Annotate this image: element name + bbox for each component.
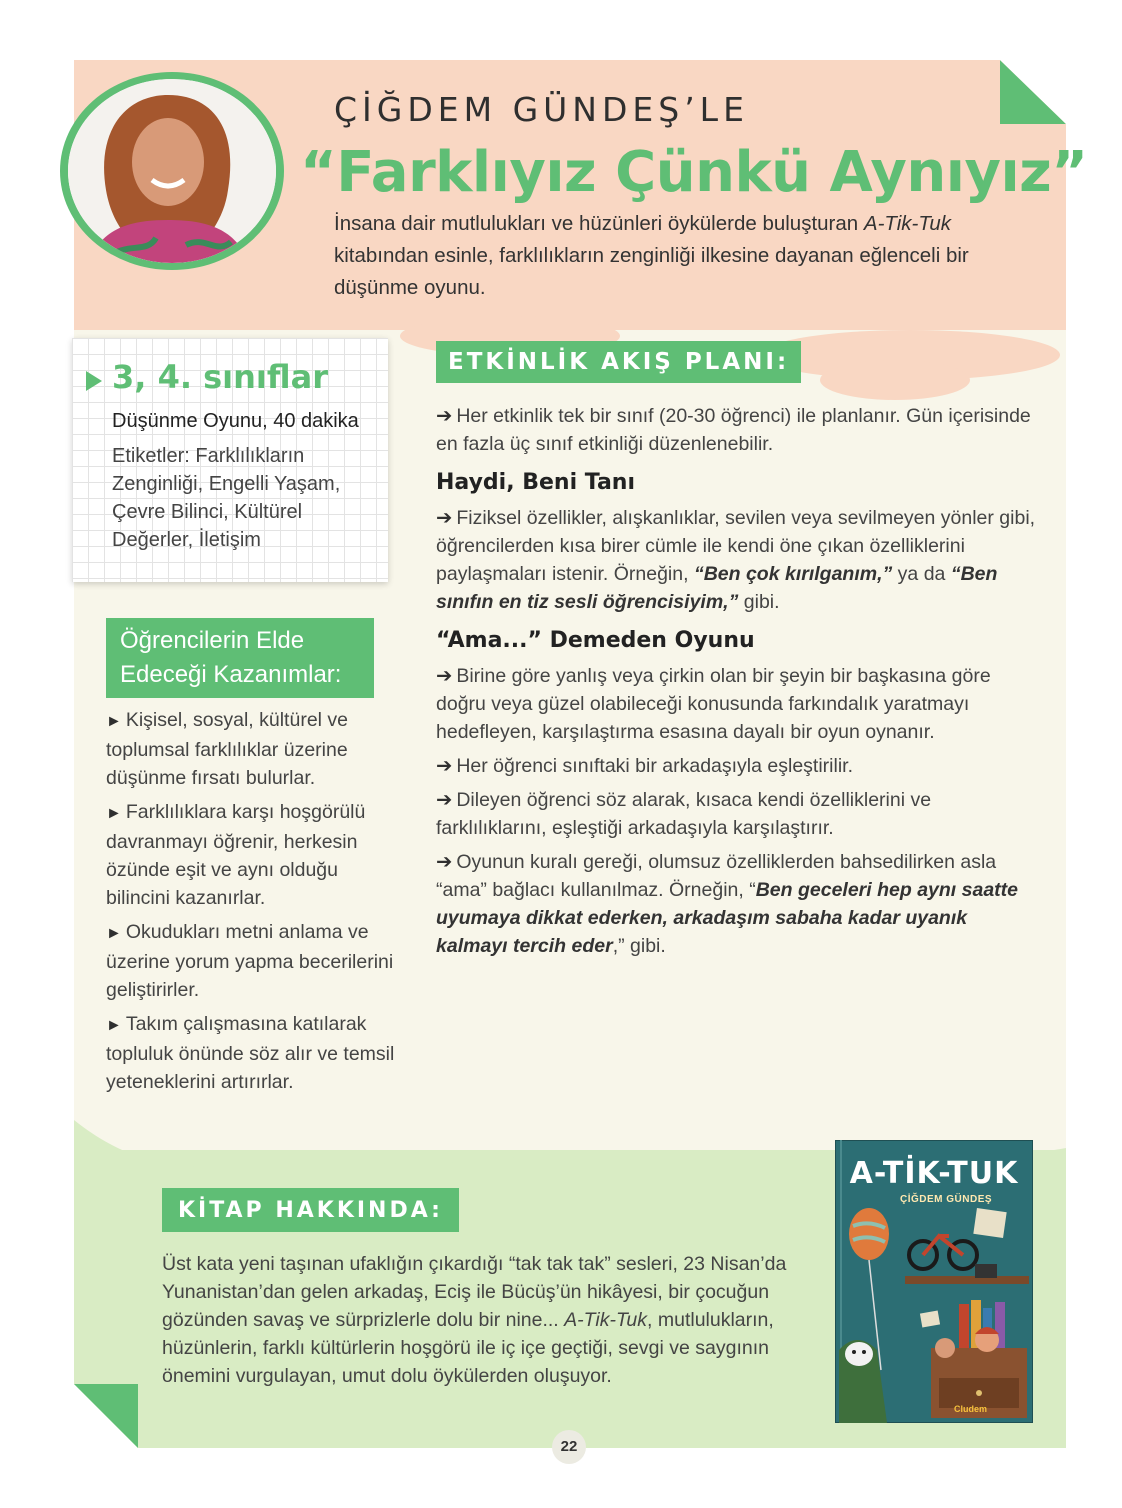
section-paragraph xyxy=(436,786,1036,842)
example-quote: “Ben sınıfın en tiz sesli öğrencisiyim,” xyxy=(436,563,998,613)
arrow-right-icon: ➔ xyxy=(436,755,453,777)
example-quote: Ben geceleri hep aynı saatte uyumaya dikkat ederken, arkadaşım sabaha kadar uyanık kalmayı tercih eder xyxy=(436,879,1018,957)
section-paragraph xyxy=(436,752,1036,780)
activity-tags: Etiketler: Farklılıkların Zenginliği, Engelli Yaşam, Çevre Bilinci, Kültürel Değerler, İletişim xyxy=(112,445,341,551)
corner-fold-bottom-left xyxy=(74,1384,138,1448)
outcome-text: Takım çalışmasına katılarak topluluk önünde söz alır ve temsil yeteneklerini artırırlar. xyxy=(106,1013,395,1093)
book-cover-author: ÇİĞDEM GÜNDEŞ xyxy=(900,1194,993,1205)
paragraph-text: ,” gibi. xyxy=(612,935,666,957)
bullet-triangle-icon: ► xyxy=(106,805,122,822)
intro-paragraph xyxy=(334,208,1034,304)
outcome-text: Okudukları metni anlama ve üzerine yorum yapma becerilerini geliştirirler. xyxy=(106,921,394,1001)
author-portrait xyxy=(56,70,288,272)
paragraph-text: gibi. xyxy=(738,591,780,613)
intro-text: İnsana dair mutlulukları ve hüzünleri öykülerde buluşturan xyxy=(334,212,864,235)
section-title: “Ama...” Demeden Oyunu xyxy=(436,628,755,653)
activity-format: Düşünme Oyunu, 40 dakika xyxy=(112,410,359,432)
book-description xyxy=(162,1250,802,1390)
paragraph-text: ya da xyxy=(892,563,951,585)
book-heading: KİTAP HAKKINDA: xyxy=(162,1188,459,1232)
publisher-logo: Cludem xyxy=(954,1404,988,1414)
outcome-text: Farklılıklara karşı hoşgörülü davranmayı öğrenir, herkesin özünde eşit ve aynı olduğu bilincini kazanırlar. xyxy=(106,801,366,909)
arrow-right-icon: ➔ xyxy=(436,665,453,687)
outcome-text: Kişisel, sosyal, kültürel ve toplumsal farklılıklar üzerine düşünme fırsatı bulurlar. xyxy=(106,709,349,789)
bullet-triangle-icon: ► xyxy=(106,1017,122,1034)
decorative-blob xyxy=(820,360,970,400)
list-item xyxy=(106,918,406,1004)
arrow-right-icon: ➔ xyxy=(436,405,453,427)
book-description-text: Üst kata yeni taşınan ufaklığın çıkardığı “tak tak tak” sesleri, 23 Nisan’da Yunanistan’dan gelen arkadaş, Eciş ile Bücüş’ün hikâyesi, bir çocuğun gözünden savaş ve sürprizlerle dolu bir nine... xyxy=(162,1253,787,1331)
page-number: 22 xyxy=(552,1430,586,1464)
book-description-text: , mutlulukların, hüzünlerin, farklı kültürlerin hoşgörü ile iç içe geçtiği, sevgi ve saygının önemini vurgulayan, umut dolu öykülerden oluşuyor. xyxy=(162,1309,774,1387)
section-paragraph xyxy=(436,504,1036,616)
plan-intro-text: Her etkinlik tek bir sınıf (20-30 öğrenci) ile planlanır. Gün içerisinde en fazla üç sınıf etkinliği düzenlenebilir. xyxy=(436,405,1031,455)
section-title: Haydi, Beni Tanı xyxy=(436,470,635,495)
list-item xyxy=(106,798,406,912)
arrow-right-icon: ➔ xyxy=(436,851,453,873)
arrow-right-icon: ➔ xyxy=(436,789,453,811)
paragraph-text: Her öğrenci sınıftaki bir arkadaşıyla eşleştirilir. xyxy=(456,755,853,777)
outcomes-list xyxy=(106,706,406,1102)
list-item xyxy=(106,1010,406,1096)
example-quote: “Ben çok kırılganım,” xyxy=(693,563,893,585)
grade-level: 3, 4. sınıflar xyxy=(112,358,328,396)
list-item xyxy=(106,706,406,792)
section-paragraph xyxy=(436,662,1036,746)
intro-text: kitabından esinle, farklılıkların zenginliği ilkesine dayanan eğlenceli bir düşünme oyunu. xyxy=(334,244,969,299)
author-name: ÇİĞDEM GÜNDEŞ’LE xyxy=(334,90,749,129)
paragraph-text: Birine göre yanlış veya çirkin olan bir şeyin bir başkasına göre doğru veya güzel olabileceği konusunda farkındalık yaratmayı hedefleyen, karşılaştırma esasına dayalı bir oyun oynanır. xyxy=(436,665,991,743)
section-paragraph xyxy=(436,848,1036,960)
plan-heading: ETKİNLİK AKIŞ PLANI: xyxy=(436,341,801,383)
page-title: “Farklıyız Çünkü Aynıyız” xyxy=(300,140,1088,205)
paragraph-text: Dileyen öğrenci söz alarak, kısaca kendi özelliklerini ve farklılıklarını, eşleştiği arkadaşıyla karşılaştırır. xyxy=(436,789,932,839)
outcomes-heading: Öğrencilerin Elde Edeceği Kazanımlar: xyxy=(106,618,374,698)
arrow-right-icon: ➔ xyxy=(436,507,453,529)
play-arrow-icon xyxy=(86,371,102,391)
book-title-italic: A-Tik-Tuk xyxy=(564,1309,648,1331)
plan-intro xyxy=(436,402,1036,458)
intro-book-title: A-Tik-Tuk xyxy=(863,212,952,235)
corner-fold-top-right xyxy=(1000,60,1066,124)
paragraph-text: Oyunun kuralı gereği, olumsuz özelliklerden bahsedilirken asla “ama” bağlacı kullanılmaz. Örneğin, “ xyxy=(436,851,997,901)
activity-plan xyxy=(436,402,1036,966)
bullet-triangle-icon: ► xyxy=(106,713,122,730)
bullet-triangle-icon: ► xyxy=(106,925,122,942)
book-cover-title: A-TİK-TUK xyxy=(849,1156,1019,1191)
paragraph-text: Fiziksel özellikler, alışkanlıklar, sevilen veya sevilmeyen yönler gibi, öğrencilerden kısa birer cümle ile kendi öne çıkan özelliklerini paylaşmaları istenir. Örneğin, xyxy=(436,507,1036,585)
